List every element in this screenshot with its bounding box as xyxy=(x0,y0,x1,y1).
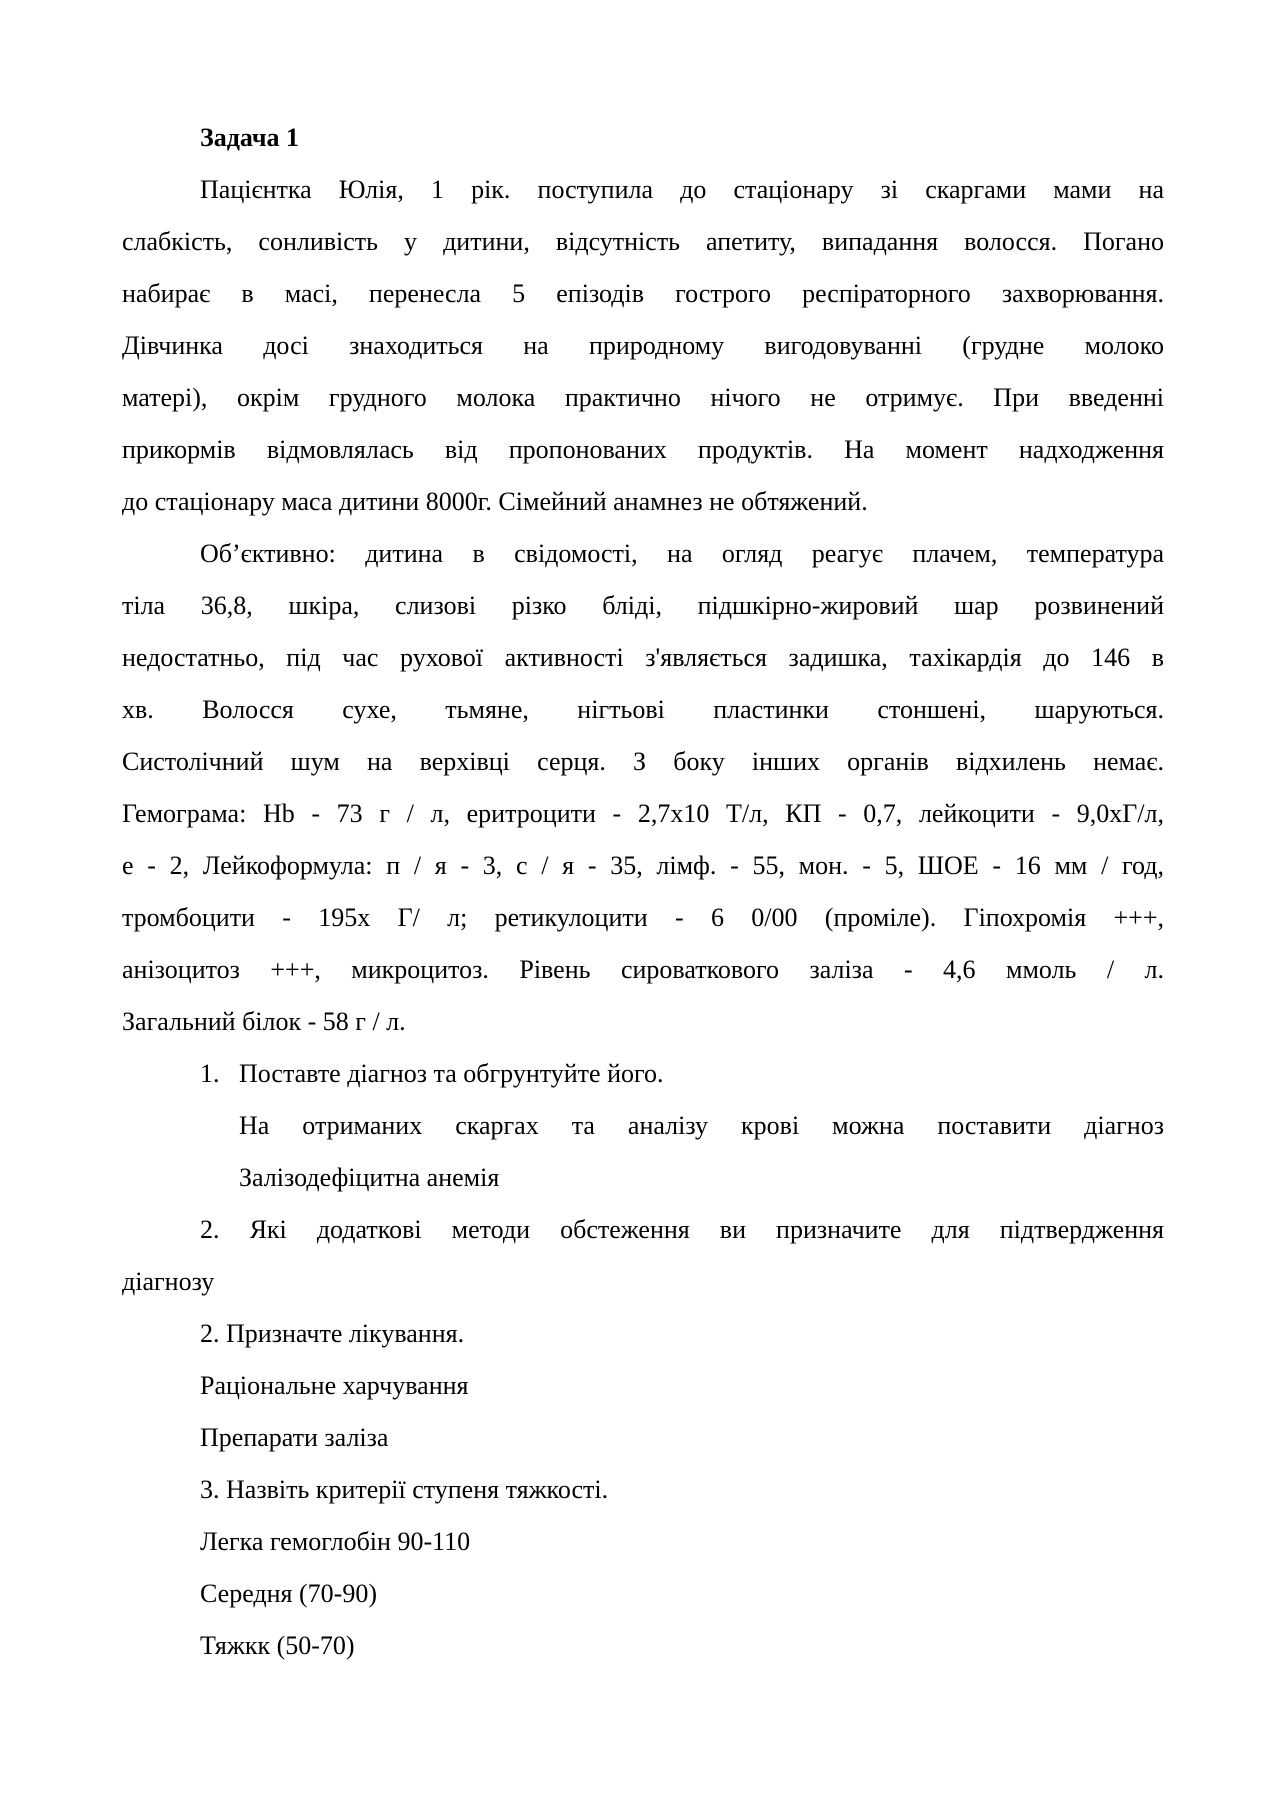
text-line: е - 2, Лейкоформула: п / я - 3, с / я - 35, лімф. - 55, мон. - 5, ШОЕ - 16 мм / год, xyxy=(122,851,1164,880)
text-line: Гемограма: Hb - 73 г / л, еритроцити - 2,7x10 Т/л, КП - 0,7, лейкоцити - 9,0хГ/л, xyxy=(122,799,1164,828)
question-severity: 3. Назвіть критерії ступеня тяжкості. xyxy=(200,1475,609,1504)
text-line: недостатньо, під час рухової активності з'являється задишка, тахікардія до 146 в xyxy=(122,643,1164,672)
text-line: Об’єктивно: дитина в свідомості, на огляд реагує плачем, температура xyxy=(200,539,1164,568)
text-line: набирає в масі, перенесла 5 епізодів гострого респіраторного захворювання. xyxy=(122,279,1164,308)
text-line: до стаціонару маса дитини 8000г. Сімейний анамнез не обтяжений. xyxy=(122,487,868,516)
text-line: матері), окрім грудного молока практично нічого не отримує. При введенні xyxy=(122,383,1164,412)
document-content xyxy=(122,112,1164,1672)
text-line: Пацієнтка Юлія, 1 рік. поступила до стаціонару зі скаргами мами на xyxy=(200,175,1164,204)
question-text: діагнозу xyxy=(122,1267,215,1296)
answer-line: Тяжкк (50-70) xyxy=(200,1631,355,1660)
answer-line: Середня (70-90) xyxy=(200,1579,377,1608)
answer-line: Легка гемоглобін 90-110 xyxy=(200,1527,471,1556)
answer-line: Залізодефіцитна анемія xyxy=(239,1163,500,1192)
objective-paragraph xyxy=(122,528,1164,1048)
question-2 xyxy=(122,1204,1164,1308)
case-paragraph xyxy=(122,164,1164,528)
question-1 xyxy=(122,1048,1164,1100)
text-line: Загальний білок - 58 г / л. xyxy=(122,1007,406,1036)
text-line: хв. Волосся сухе, тьмяне, нігтьові пластинки стоншені, шаруються. xyxy=(122,695,1164,724)
question-text: 2. Які додаткові методи обстеження ви призначите для підтвердження xyxy=(200,1215,1164,1244)
text-line: тромбоцити - 195х Г/ л; ретикулоцити - 6 0/00 (проміле). Гіпохромія +++, xyxy=(122,903,1164,932)
text-line: анізоцитоз +++, микроцитоз. Рівень сироваткового заліза - 4,6 ммоль / л. xyxy=(122,955,1164,984)
list-number: 1. xyxy=(200,1059,220,1088)
text-line: прикормів відмовлялась від пропонованих продуктів. На момент надходження xyxy=(122,435,1164,464)
task-title: Задача 1 xyxy=(200,123,299,152)
answer-line: На отриманих скаргах та аналізу крові можна поставити діагноз xyxy=(239,1111,1164,1140)
text-line: Систолічний шум на верхівці серця. З боку інших органів відхилень немає. xyxy=(122,747,1164,776)
answer-line: Препарати заліза xyxy=(200,1423,389,1452)
text-line: слабкість, сонливість у дитини, відсутність апетиту, випадання волосся. Погано xyxy=(122,227,1164,256)
question-text: Поставте діагноз та обгрунтуйте його. xyxy=(239,1059,664,1088)
answer-line: Раціональне харчування xyxy=(200,1371,469,1400)
text-line: тіла 36,8, шкіра, слизові різко бліді, підшкірно-жировий шар розвинений xyxy=(122,591,1164,620)
question-treatment: 2. Призначте лікування. xyxy=(200,1319,465,1348)
text-line: Дівчинка досі знаходиться на природному вигодовуванні (грудне молоко xyxy=(122,331,1164,360)
